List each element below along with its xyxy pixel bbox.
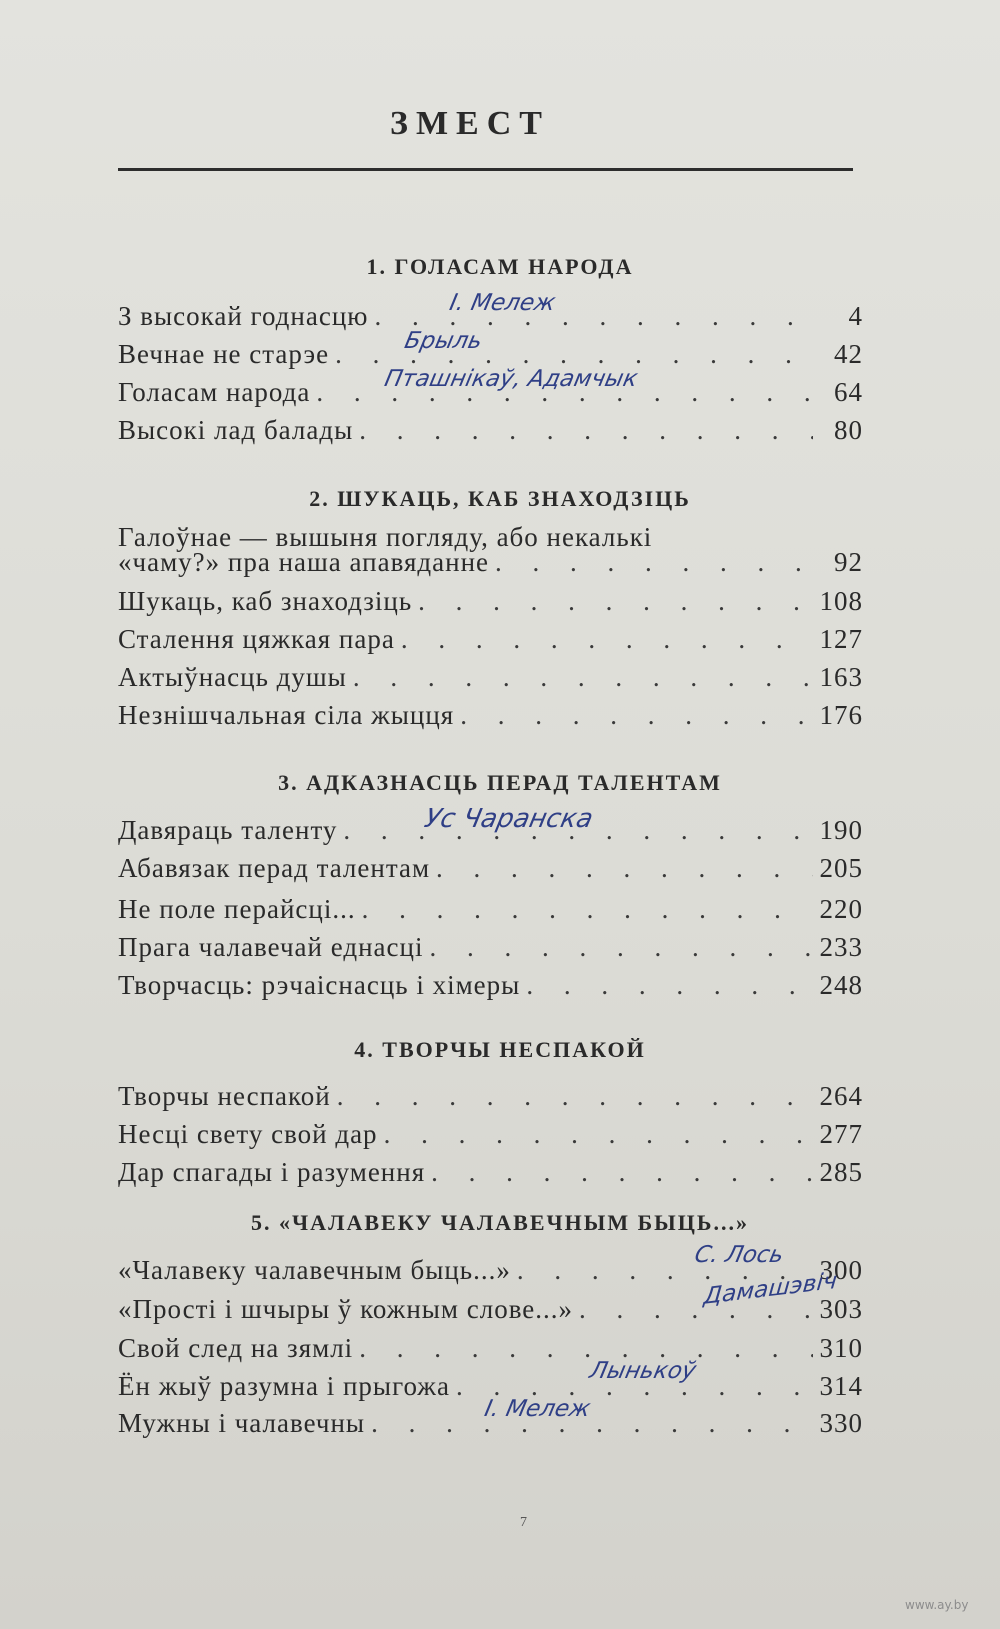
leader-dots	[353, 1333, 813, 1364]
entry-page: 233	[819, 932, 863, 962]
toc-entry[interactable]	[118, 927, 863, 963]
page-title: ЗМЕСТ	[390, 105, 550, 142]
entry-page: 205	[819, 853, 863, 883]
entry-page: 127	[819, 624, 863, 654]
leader-dots	[430, 853, 813, 884]
entry-title: Давяраць таленту	[118, 815, 338, 845]
toc-entry[interactable]	[118, 848, 863, 884]
toc-entry[interactable]	[118, 542, 863, 578]
handwritten-note: Дамашэвіч	[702, 1268, 839, 1310]
entry-title: Сталення цяжкая пара	[118, 624, 395, 654]
entry-page: 64	[834, 377, 863, 407]
toc-entry[interactable]	[118, 965, 863, 1001]
entry-page: 4	[848, 301, 863, 331]
leader-dots	[520, 970, 813, 1001]
leader-dots	[412, 586, 813, 617]
entry-title: Актыўнасць душы	[118, 662, 347, 692]
toc-entry[interactable]	[118, 619, 863, 655]
entry-title: Абавязак перад талентам	[118, 853, 431, 883]
leader-dots	[454, 700, 813, 731]
section-title: 4. ТВОРЧЫ НЕСПАКОЙ	[354, 1037, 646, 1062]
entry-title: Несці свету свой дар	[118, 1119, 378, 1149]
entry-page: 277	[819, 1119, 863, 1149]
section-title: 1. ГОЛАСАМ НАРОДА	[366, 254, 634, 279]
section-title: 5. «ЧАЛАВЕКУ ЧАЛАВЕЧНЫМ БЫЦЬ...»	[251, 1210, 749, 1235]
entry-page: 163	[819, 662, 863, 692]
entry-title: Творчы неспакой	[118, 1081, 331, 1111]
leader-dots	[353, 415, 813, 446]
handwritten-note: І. Мележ	[447, 290, 558, 316]
entry-title: «Прості і шчыры ў кожным слове...»	[118, 1294, 574, 1324]
entry-title: З высокай годнасцю	[118, 301, 369, 331]
handwritten-note: С. Лось	[692, 1242, 787, 1268]
entry-title: Дар спагады і разумення	[118, 1157, 426, 1187]
entry-title-line: Галоўнае — вышыня погляду, або некалькі	[118, 522, 653, 552]
entry-title: Не поле перайсці...	[118, 894, 356, 924]
entry-page: 176	[819, 700, 863, 730]
leader-dots	[425, 1157, 813, 1188]
handwritten-note: Брыль	[402, 328, 485, 354]
section-title: 3. АДКАЗНАСЦЬ ПЕРАД ТАЛЕНТАМ	[278, 770, 722, 795]
leader-dots	[356, 894, 813, 925]
entry-page: 303	[819, 1294, 863, 1324]
toc-entry[interactable]	[118, 1114, 863, 1150]
page-number: 7	[520, 1515, 527, 1530]
entry-title: Мужны і чалавечны	[118, 1408, 366, 1438]
entry-title: Высокі лад балады	[118, 415, 354, 445]
toc-entry[interactable]	[118, 695, 863, 731]
entry-title: Прага чалавечай еднасці	[118, 932, 424, 962]
entry-title: Творчасць: рэчаіснасць і хімеры	[118, 970, 521, 1000]
entry-title: Голасам народа	[118, 377, 311, 407]
entry-page: 285	[819, 1157, 863, 1187]
toc-entry[interactable]	[118, 581, 863, 617]
handwritten-note: Лынькоў	[587, 1358, 699, 1384]
toc-entry[interactable]	[118, 410, 863, 446]
entry-page: 264	[819, 1081, 863, 1111]
section-title: 2. ШУКАЦЬ, КАБ ЗНАХОДЗІЦЬ	[309, 486, 691, 511]
entry-page: 330	[819, 1408, 863, 1438]
toc-entry[interactable]	[118, 334, 863, 370]
entry-page: 190	[819, 815, 863, 845]
handwritten-note: Пташнікаў, Адамчык	[382, 366, 640, 392]
toc-entry[interactable]	[118, 1076, 863, 1112]
entry-title: Свой след на зямлі	[118, 1333, 354, 1363]
toc-entry[interactable]	[118, 889, 863, 925]
leader-dots	[331, 1081, 813, 1112]
entry-page: 300	[819, 1255, 863, 1285]
entry-title: «Чалавеку чалавечным быць...»	[118, 1255, 511, 1285]
handwritten-note: І. Мележ	[482, 1396, 593, 1422]
entry-page: 92	[834, 547, 863, 577]
toc-entry[interactable]	[118, 1328, 863, 1364]
entry-page: 310	[819, 1333, 863, 1363]
entry-page: 80	[834, 415, 863, 445]
handwritten-note: Ус Чаранска	[421, 804, 596, 834]
leader-dots	[395, 624, 813, 655]
entry-title: Ён жыў разумна і прыгожа	[118, 1371, 450, 1401]
toc-entry[interactable]	[118, 657, 863, 693]
title-rule	[118, 168, 853, 171]
entry-title: «чаму?» пра наша апавяданне	[118, 547, 489, 577]
entry-title: Шукаць, каб знаходзіць	[118, 586, 413, 616]
leader-dots	[489, 547, 813, 578]
entry-title: Вечнае не старэе	[118, 339, 330, 369]
entry-page: 248	[819, 970, 863, 1000]
leader-dots	[378, 1119, 813, 1150]
entry-page: 42	[834, 339, 863, 369]
leader-dots	[347, 662, 813, 693]
toc-entry[interactable]	[118, 1152, 863, 1188]
entry-page: 220	[819, 894, 863, 924]
entry-page: 314	[819, 1371, 863, 1401]
entry-title: Незнішчальная сіла жыцця	[118, 700, 455, 730]
entry-page: 108	[819, 586, 863, 616]
watermark: www.ay.by	[905, 1598, 969, 1612]
leader-dots	[423, 932, 813, 963]
